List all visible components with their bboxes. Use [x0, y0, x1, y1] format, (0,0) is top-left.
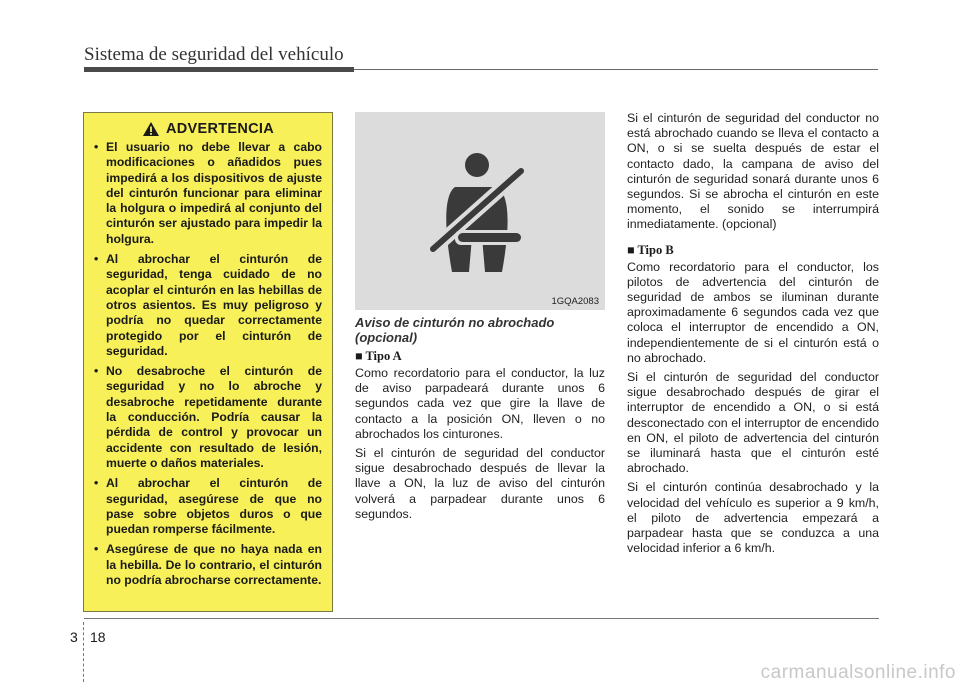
watermark: carmanualsonline.info — [760, 662, 956, 683]
subheading-tipo-a: ■ Tipo A — [355, 349, 402, 363]
paragraph: Si el cinturón de seguridad del conductor no está abrochado cuando se lleva el contacto a ON, o si se suelta después de estar el contacto dado, la campana de aviso del cinturón de seguridad sonará durante unos 6 segundos. Si se abrocha el cinturón en este momento, el sonido se interrumpirá inmediatamente. (opcional) — [627, 111, 879, 232]
page-number: 18 — [90, 629, 106, 645]
page-chapter-number: 3 — [70, 629, 78, 645]
warning-list — [94, 140, 322, 588]
seatbelt-figure — [355, 112, 605, 310]
footer-rule — [84, 618, 879, 619]
warning-item: • Al abrochar el cinturón de seguridad, asegúrese de que no pase sobre objetos duros o que puedan romperse fácilmente. — [94, 476, 322, 537]
paragraph: Como recordatorio para el conductor, la luz de aviso parpadeará durante unos 6 segundos cada vez que gire la llave de contacto a la posición ON, lleven o no abrochados los cinturones. — [355, 366, 605, 441]
warning-box — [83, 112, 333, 612]
figure-caption: Aviso de cinturón no abrochado (opcional) — [355, 315, 555, 345]
header-rule-thin — [354, 69, 878, 70]
paragraph: Si el cinturón de seguridad del conductor sigue desabrochado después de llevar la llave a ON, la luz de aviso del cinturón volverá a parpadear durante unos 6 segundos. — [355, 446, 605, 521]
page-header-title: Sistema de seguridad del vehículo — [84, 44, 344, 65]
footer-vertical-rule — [83, 622, 84, 682]
warning-item: • El usuario no debe llevar a cabo modificaciones o añadidos pues impedirá a los dispositivos de ajuste del cinturón funcionar para eliminar la holgura o impedirá al conjunto del cinturón ser ajustado para impedir la holgura. — [94, 140, 322, 247]
subheading-tipo-b: ■ Tipo B — [627, 242, 674, 257]
warning-triangle-icon — [142, 121, 160, 137]
warning-header — [94, 121, 322, 137]
warning-item: • Al abrochar el cinturón de seguridad, tenga cuidado de no acoplar el cinturón en las hebillas de otros asientos. Es muy peligroso y podría no quedar correctamente protegido por el cinturón de seguridad. — [94, 252, 322, 359]
column-3 — [627, 111, 879, 560]
figure-code: 1GQA2083 — [551, 296, 599, 307]
warning-item: • Asegúrese de que no haya nada en la hebilla. De lo contrario, el cinturón no podría abrocharse correctamente. — [94, 542, 322, 588]
paragraph: Si el cinturón de seguridad del conductor sigue desabrochado después de girar el interruptor de encendido a ON, o si está desconectado con el interruptor de encendido en ON, el piloto de advertencia del cinturón se iluminará hasta que el cinturón esté abrochado. — [627, 370, 879, 476]
warning-title: ADVERTENCIA — [165, 121, 275, 137]
paragraph: Si el cinturón continúa desabrochado y la velocidad del vehículo es superior a 9 km/h, el piloto de advertencia empezará a parpadear hasta que se conduzca a una velocidad inferior a 6 km/h. — [627, 480, 879, 556]
paragraph: Como recordatorio para el conductor, los pilotos de advertencia del cinturón de seguridad de ambos se iluminan durante aproximadamente 6 segundos cada vez que coloca el interruptor de encendido a ON, independientemente de si el cinturón está o no abrochado. — [627, 259, 879, 365]
column-2 — [355, 315, 605, 526]
header-rule-thick — [84, 67, 354, 72]
warning-item: • No desabroche el cinturón de seguridad y no lo abroche y desabroche repetidamente durante la conducción. Podría causar la pérdida de control y provocar un accidente con resultado de lesión, muerte o daños materiales. — [94, 364, 322, 471]
seatbelt-warning-icon — [355, 112, 605, 310]
